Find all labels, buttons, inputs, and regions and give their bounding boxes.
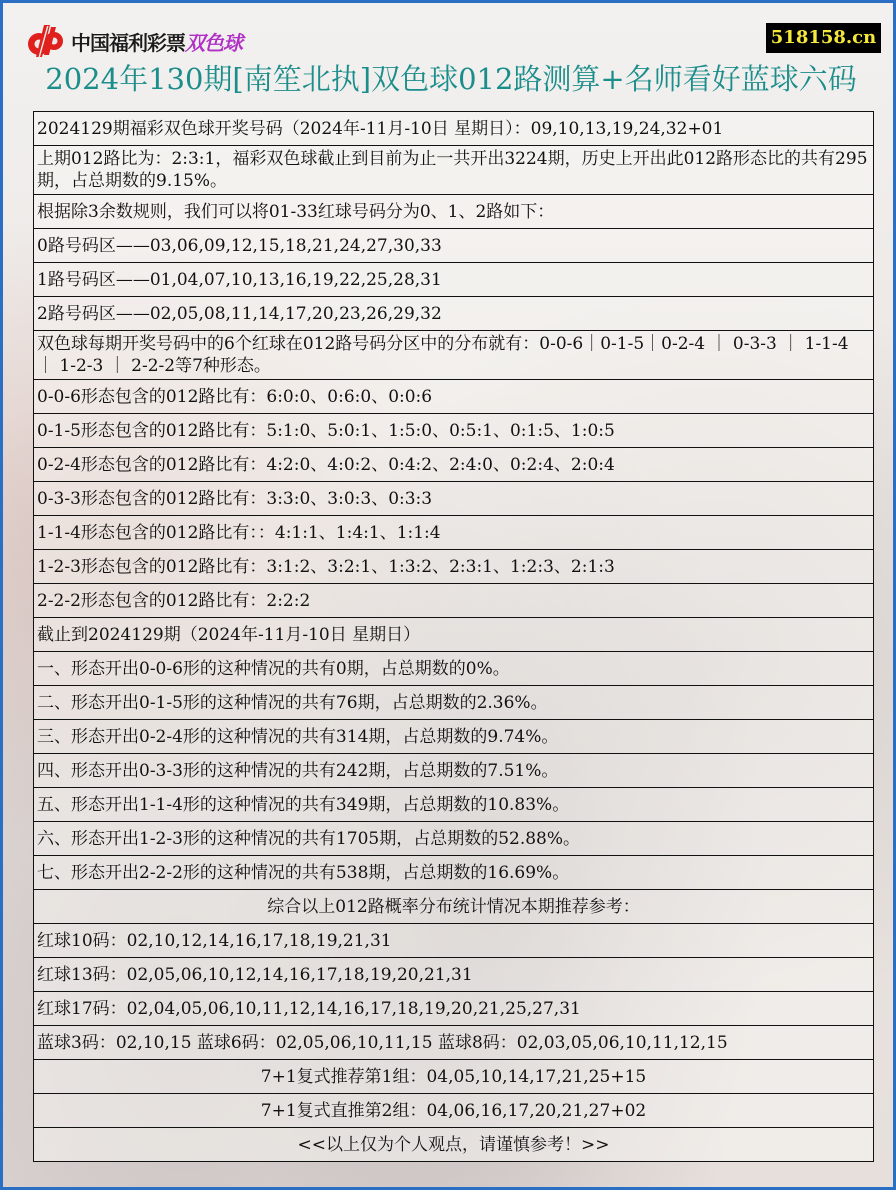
logo-text: 中国福利彩票: [71, 30, 185, 55]
site-badge[interactable]: 518158.cn: [766, 23, 881, 53]
pattern-row: 0-3-3形态包含的012路比有：3:3:0、3:0:3、0:3:3: [34, 482, 874, 516]
zone0-row: 0路号码区——03,06,09,12,15,18,21,24,27,30,33: [34, 229, 874, 263]
pattern-row: 1-2-3形态包含的012路比有：3:1:2、3:2:1、1:3:2、2:3:1、1:2:3、2:1:3: [34, 550, 874, 584]
combo2-row: 7+1复式直推第2组：04,06,16,17,20,21,27+02: [34, 1094, 874, 1128]
zone2-row: 2路号码区——02,05,08,11,14,17,20,23,26,29,32: [34, 297, 874, 331]
pattern-row: 2-2-2形态包含的012路比有：2:2:2: [34, 584, 874, 618]
stat-row: 五、形态开出1-1-4形的这种情况的共有349期，占总期数的10.83%。: [34, 788, 874, 822]
stat-row: 二、形态开出0-1-5形的这种情况的共有76期，占总期数的2.36%。: [34, 686, 874, 720]
combo1-row: 7+1复式推荐第1组：04,05,10,14,17,21,25+15: [34, 1060, 874, 1094]
stat-row: 一、形态开出0-0-6形的这种情况的共有0期，占总期数的0%。: [34, 652, 874, 686]
red10-row: 红球10码：02,10,12,14,16,17,18,19,21,31: [34, 924, 874, 958]
red13-row: 红球13码：02,05,06,10,12,14,16,17,18,19,20,21,31: [34, 958, 874, 992]
pattern-row: 0-2-4形态包含的012路比有：4:2:0、4:0:2、0:4:2、2:4:0、0:2:4、2:0:4: [34, 448, 874, 482]
stat-row: 六、形态开出1-2-3形的这种情况的共有1705期，占总期数的52.88%。: [34, 822, 874, 856]
last-ratio-row: 上期012路比为：2:3:1，福彩双色球截止到目前为止一共开出3224期，历史上开出此012路形态比的共有295期，占总期数的9.15%。: [34, 146, 874, 195]
as-of-row: 截止到2024129期（2024年-11月-10日 星期日）: [34, 618, 874, 652]
disclaimer-row: <<以上仅为个人观点，请谨慎参考！>>: [34, 1128, 874, 1162]
pattern-row: 0-1-5形态包含的012路比有：5:1:0、5:0:1、1:5:0、0:5:1、0:1:5、1:0:5: [34, 414, 874, 448]
welfare-lottery-logo-icon: [23, 23, 67, 59]
page-title: 2024年130期[南笙北执]双色球012路测算+名师看好蓝球六码: [45, 62, 857, 96]
logo-accent-text: 双色球: [185, 30, 242, 55]
zone1-row: 1路号码区——01,04,07,10,13,16,19,22,25,28,31: [34, 263, 874, 297]
distribution-row: 双色球每期开奖号码中的6个红球在012路号码分区中的分布就有：0-0-6｜0-1-5｜0-2-4 ｜ 0-3-3 ｜ 1-1-4 ｜ 1-2-3 ｜ 2-2-2等7种形态。: [34, 331, 874, 380]
stat-row: 三、形态开出0-2-4形的这种情况的共有314期，占总期数的9.74%。: [34, 720, 874, 754]
pattern-row: 1-1-4形态包含的012路比有：：4:1:1、1:4:1、1:1:4: [34, 516, 874, 550]
recommend-heading: 综合以上012路概率分布统计情况本期推荐参考：: [34, 890, 874, 924]
lottery-logo: [23, 25, 242, 57]
stat-row: 四、形态开出0-3-3形的这种情况的共有242期，占总期数的7.51%。: [34, 754, 874, 788]
draw-result-row: 2024129期福彩双色球开奖号码（2024年-11月-10日 星期日）：09,10,13,19,24,32+01: [34, 112, 874, 146]
stat-row: 七、形态开出2-2-2形的这种情况的共有538期，占总期数的16.69%。: [34, 856, 874, 890]
red17-row: 红球17码：02,04,05,06,10,11,12,14,16,17,18,19,20,21,25,27,31: [34, 992, 874, 1026]
pattern-row: 0-0-6形态包含的012路比有：6:0:0、0:6:0、0:0:6: [34, 380, 874, 414]
rule-intro-row: 根据除3余数规则，我们可以将01-33红球号码分为0、1、2路如下：: [34, 195, 874, 229]
analysis-table: [33, 111, 874, 1162]
blue-row: 蓝球3码：02,10,15 蓝球6码：02,05,06,10,11,15 蓝球8码：02,03,05,06,10,11,12,15: [34, 1026, 874, 1060]
